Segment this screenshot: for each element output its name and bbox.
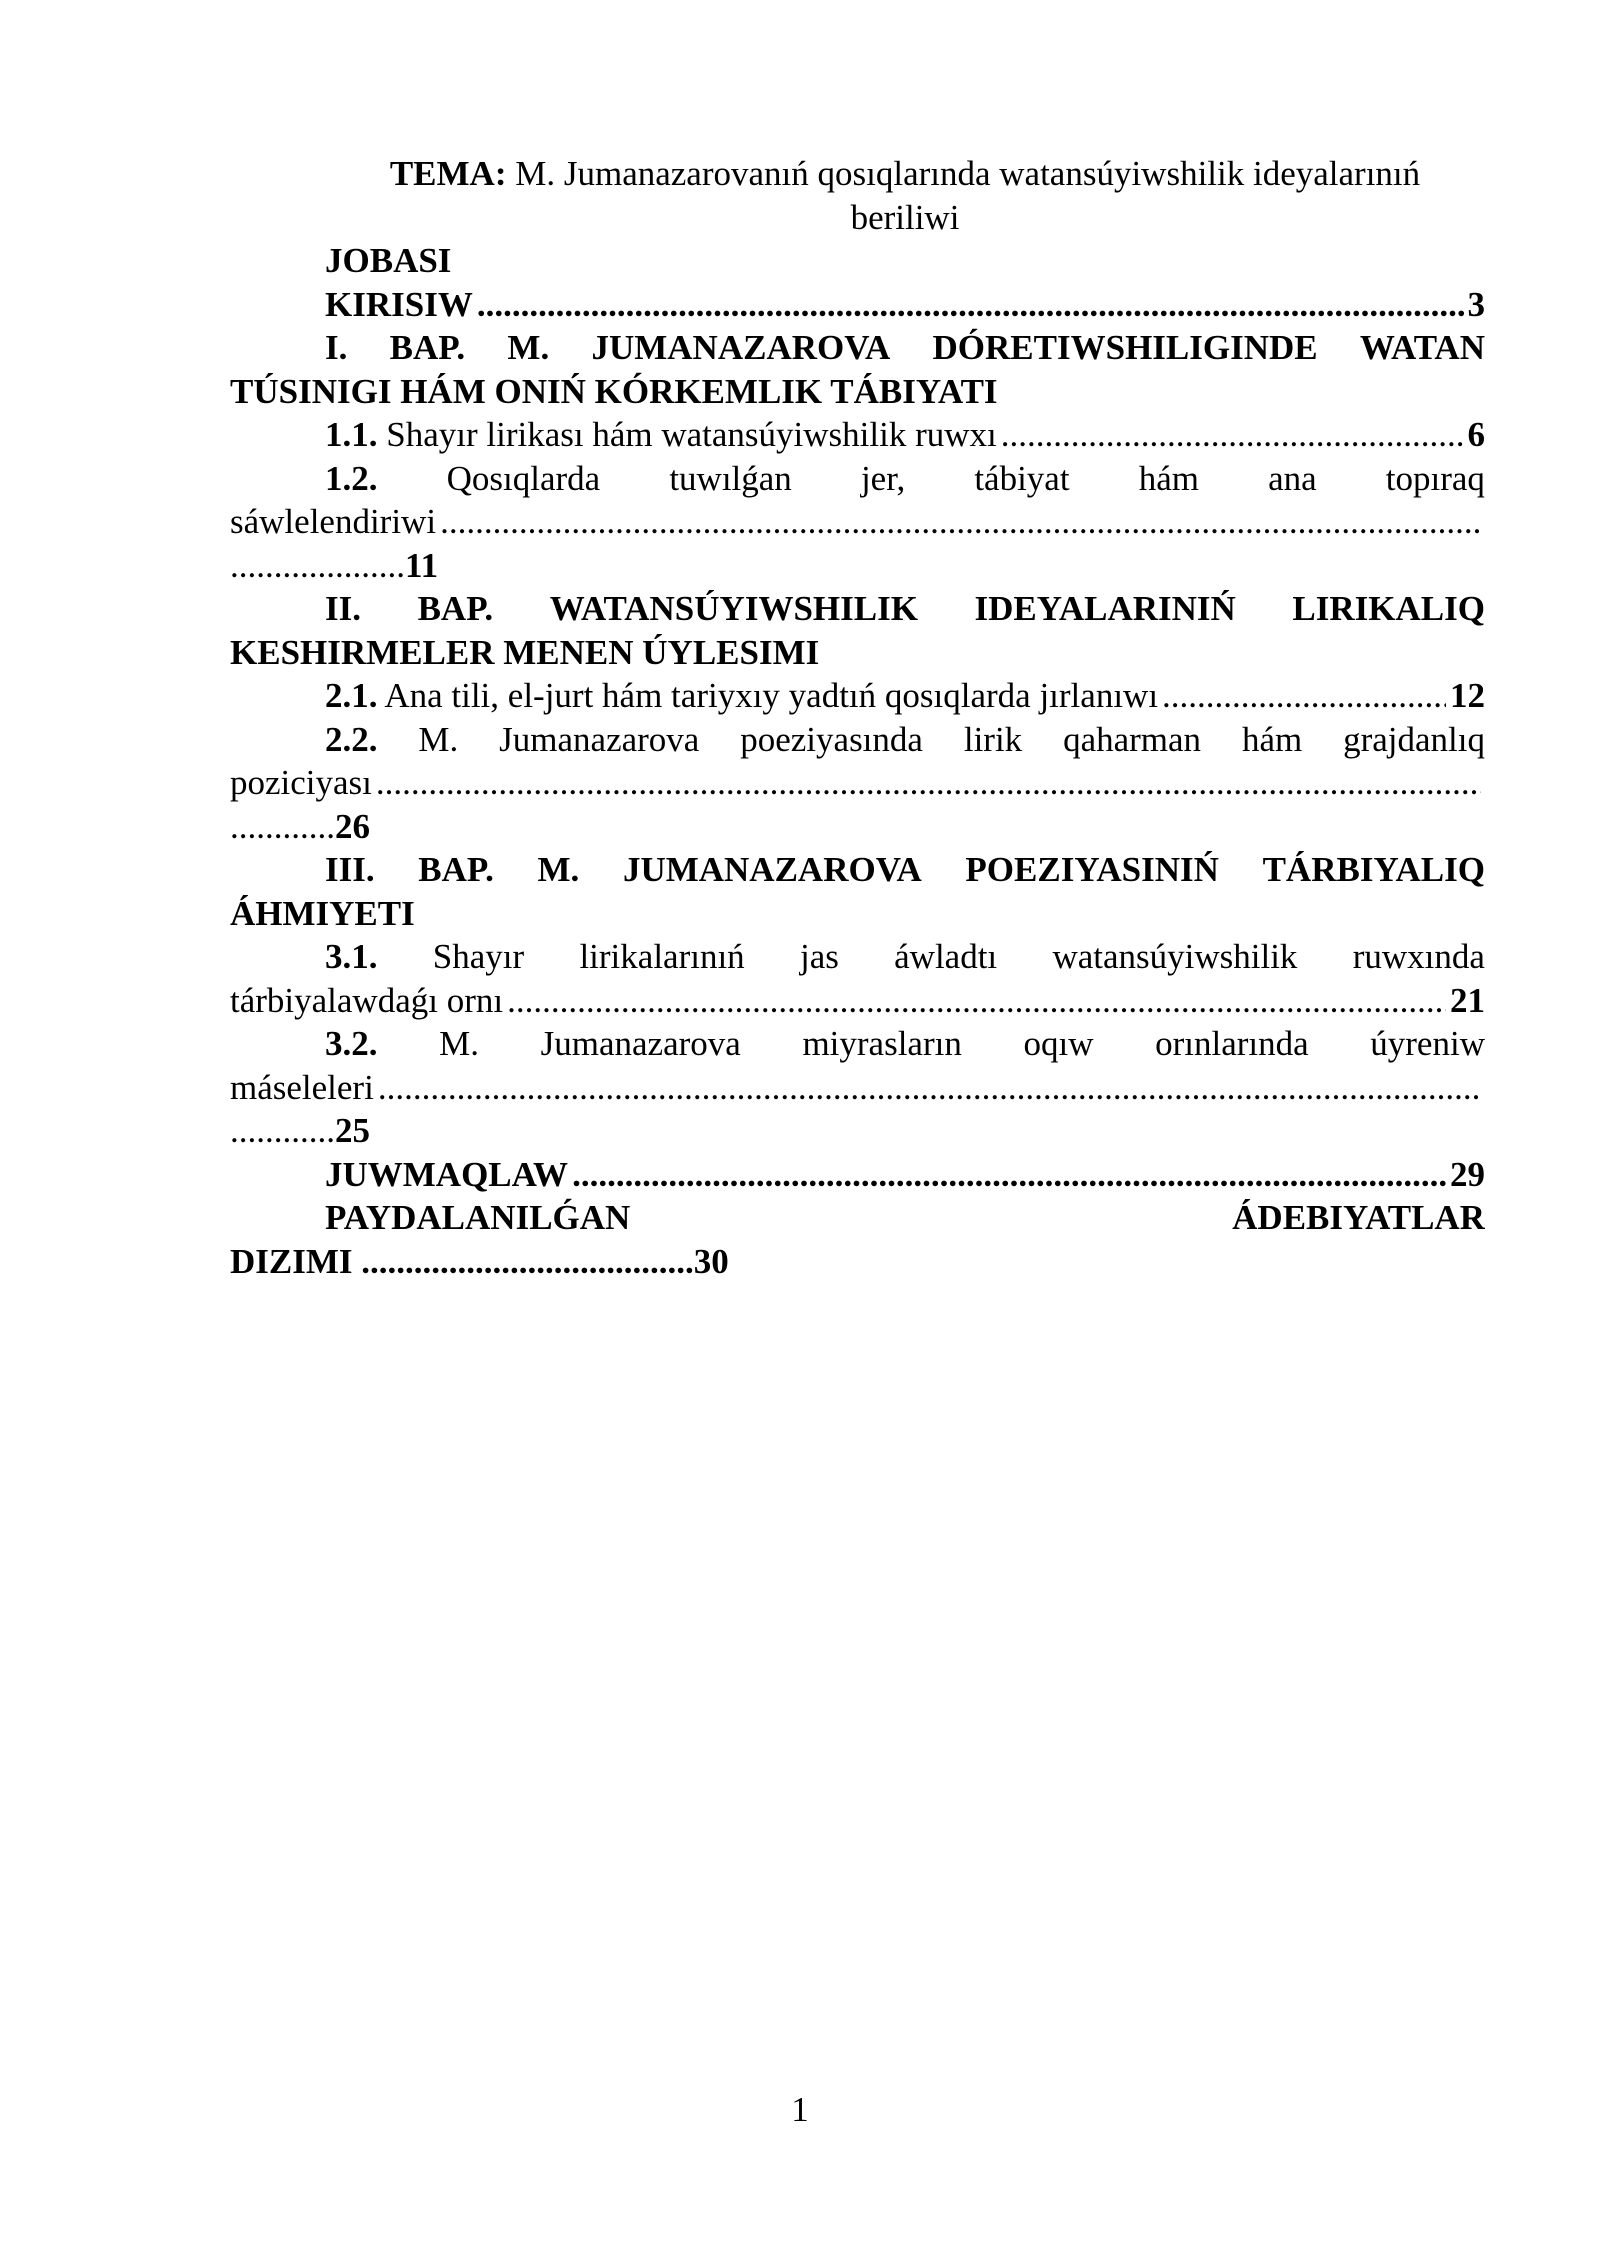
toc-1-2-text: sáwlelendiriwi	[230, 502, 437, 541]
page-content	[230, 152, 1485, 1283]
dot-leader	[572, 1153, 1446, 1197]
toc-entry-conclusion	[230, 1153, 1485, 1197]
toc-3-2-word: miyrasların	[802, 1024, 962, 1063]
toc-chapter-2-word: II.	[325, 589, 361, 628]
toc-1-2-word: topıraq	[1385, 458, 1485, 498]
toc-3-1-word: lirikalarınıń	[579, 937, 745, 976]
toc-3-2-word: oqıw	[1023, 1024, 1094, 1063]
toc-chapter-2-word: IDEYALARINIŃ	[974, 589, 1236, 628]
toc-1-2-word: jer,	[860, 458, 906, 498]
toc-chapter-1-word: M.	[507, 328, 550, 367]
toc-chapter-3-line-2: ÁHMIYETI	[230, 893, 415, 933]
dot-leader	[376, 761, 1481, 805]
toc-entry-intro	[230, 283, 1485, 327]
toc-intro-label: KIRISIW	[325, 284, 473, 324]
toc-chapter-3-word: BAP.	[418, 850, 494, 889]
toc-intro-page: 3	[1467, 284, 1485, 324]
toc-chapter-2-word: LIRIKALIQ	[1292, 589, 1485, 628]
toc-entry-2-2-line-3	[230, 805, 1485, 849]
toc-entry-3-2-line-1	[230, 1022, 1485, 1066]
toc-2-2-word: poeziyasında	[740, 719, 923, 759]
toc-chapter-1-word: I.	[325, 328, 348, 367]
page-number: 1	[791, 2090, 809, 2129]
toc-1-2-word: ana	[1268, 458, 1317, 498]
toc-conclusion-page: 29	[1450, 1154, 1485, 1194]
toc-chapter-1-word: DÓRETIWSHILIGINDE	[932, 328, 1318, 367]
toc-references-label-part-1: PAYDALANILǴAN	[325, 1198, 631, 1237]
topic-title-line-2	[230, 196, 1485, 240]
toc-3-1-text: tárbiyalawdaǵı ornı	[230, 980, 504, 1020]
toc-2-1-page: 12	[1450, 676, 1485, 715]
topic-text: M. Jumanazarovanıń qosıqlarında watansúyiwshilik ideyalarınıń	[515, 154, 1421, 193]
toc-2-2-page: 26	[335, 806, 370, 846]
toc-2-2-word: Jumanazarova	[499, 719, 700, 759]
toc-3-1-page: 21	[1450, 980, 1485, 1020]
dot-leader	[378, 1066, 1481, 1110]
toc-chapter-2-word: WATANSÚYIWSHILIK	[549, 589, 918, 628]
toc-chapter-1-line-2: TÚSINIGI HÁM ONIŃ KÓRKEMLIK TÁBIYATI	[230, 371, 998, 411]
toc-1-2-word: tábiyat	[974, 458, 1070, 498]
toc-2-2-word: qaharman	[1063, 719, 1202, 759]
toc-2-2-word: hám	[1241, 719, 1303, 759]
toc-references-page: 30	[693, 1241, 729, 1281]
toc-3-1-number: 3.1.	[325, 937, 378, 976]
toc-chapter-2-line-1	[230, 587, 1485, 631]
toc-1-1-page: 6	[1467, 415, 1485, 454]
toc-3-2-page: 25	[335, 1111, 370, 1150]
toc-2-1-text: Ana tili, el-jurt hám tariyxıy yadtıń qosıqlarda jırlanıwı	[384, 676, 1159, 715]
toc-heading: JOBASI	[325, 241, 452, 280]
toc-3-1-word: watansúyiwshilik	[1052, 937, 1298, 976]
toc-3-2-word: Jumanazarova	[540, 1024, 741, 1063]
toc-references-label-part-3: DIZIMI	[230, 1241, 353, 1281]
toc-3-2-number: 3.2.	[325, 1024, 378, 1063]
toc-1-1-number: 1.1.	[325, 415, 378, 454]
toc-3-2-word: úyreniw	[1370, 1024, 1485, 1063]
toc-entry-2-2-line-2	[230, 761, 1485, 805]
toc-1-2-word: tuwılǵan	[669, 458, 792, 498]
topic-label: TEMA:	[389, 154, 507, 193]
toc-1-2-word: hám	[1138, 458, 1199, 498]
toc-chapter-3-line-1	[230, 848, 1485, 892]
dot-leader: ............	[230, 1111, 335, 1150]
toc-3-1-word: ruwxında	[1352, 937, 1485, 976]
dot-leader: ....................	[230, 545, 405, 585]
toc-3-1-word: Shayır	[432, 937, 525, 976]
toc-2-1-number: 2.1.	[325, 676, 378, 715]
toc-chapter-1-word: JUMANAZAROVA	[591, 328, 891, 367]
toc-entry-1-2-line-3	[230, 544, 1485, 588]
toc-3-2-word: orınlarında	[1155, 1024, 1309, 1063]
toc-chapter-1-word: BAP.	[389, 328, 466, 367]
toc-1-2-page: 11	[405, 545, 439, 585]
toc-chapter-3-word: III.	[325, 850, 375, 889]
toc-3-2-word: M.	[439, 1024, 479, 1063]
toc-3-1-word: áwladtı	[894, 937, 998, 976]
toc-entry-2-1	[230, 674, 1485, 718]
toc-2-2-word: M.	[418, 719, 459, 759]
dot-leader	[1001, 413, 1464, 457]
toc-chapter-3-word: POEZIYASINIŃ	[965, 850, 1219, 889]
toc-3-2-text: máseleleri	[230, 1067, 374, 1107]
toc-entry-3-2-line-3	[230, 1109, 1485, 1153]
toc-entry-1-1	[230, 413, 1485, 457]
toc-entry-3-2-line-2	[230, 1066, 1485, 1110]
toc-entry-2-2-line-1	[230, 718, 1485, 762]
dot-leader	[477, 283, 1464, 327]
toc-chapter-2-line-2: KESHIRMELER MENEN ÚYLESIMI	[230, 632, 820, 672]
toc-chapter-3-word: JUMANAZAROVA	[622, 850, 922, 889]
toc-chapter-3-word: M.	[537, 850, 580, 889]
toc-2-2-word: lirik	[963, 719, 1023, 759]
toc-3-1-word: jas	[799, 937, 839, 976]
topic-title-line-1	[230, 152, 1485, 196]
toc-chapter-3-word: TÁRBIYALIQ	[1262, 850, 1485, 889]
toc-entry-references-line-1	[230, 1196, 1485, 1240]
topic-text-continued: beriliwi	[850, 197, 960, 237]
toc-entry-3-1-line-1	[230, 935, 1485, 979]
dot-leader	[440, 500, 1481, 544]
dot-leader	[1162, 674, 1446, 718]
dot-leader	[507, 979, 1446, 1023]
toc-conclusion-label: JUWMAQLAW	[325, 1154, 569, 1194]
toc-2-2-word: grajdanlıq	[1343, 719, 1485, 759]
toc-entry-1-2-line-1	[230, 457, 1485, 501]
toc-1-1-text: Shayır lirikası hám watansúyiwshilik ruwxı	[386, 415, 997, 454]
toc-1-2-number: 1.2.	[325, 458, 378, 498]
toc-references-label-part-2: ÁDEBIYATLAR	[1232, 1198, 1485, 1237]
toc-entry-references-line-2	[230, 1240, 1485, 1284]
dot-leader: ............	[230, 806, 335, 846]
toc-1-2-word: Qosıqlarda	[446, 458, 601, 498]
dot-leader: ......................................	[352, 1241, 694, 1281]
toc-2-2-number: 2.2.	[325, 719, 378, 759]
toc-2-2-text: poziciyası	[230, 763, 372, 802]
toc-chapter-1-word: WATAN	[1359, 328, 1485, 367]
toc-entry-1-2-line-2	[230, 500, 1485, 544]
toc-chapter-2-word: BAP.	[417, 589, 494, 628]
toc-entry-3-1-line-2	[230, 979, 1485, 1023]
toc-chapter-1-line-1	[230, 326, 1485, 370]
